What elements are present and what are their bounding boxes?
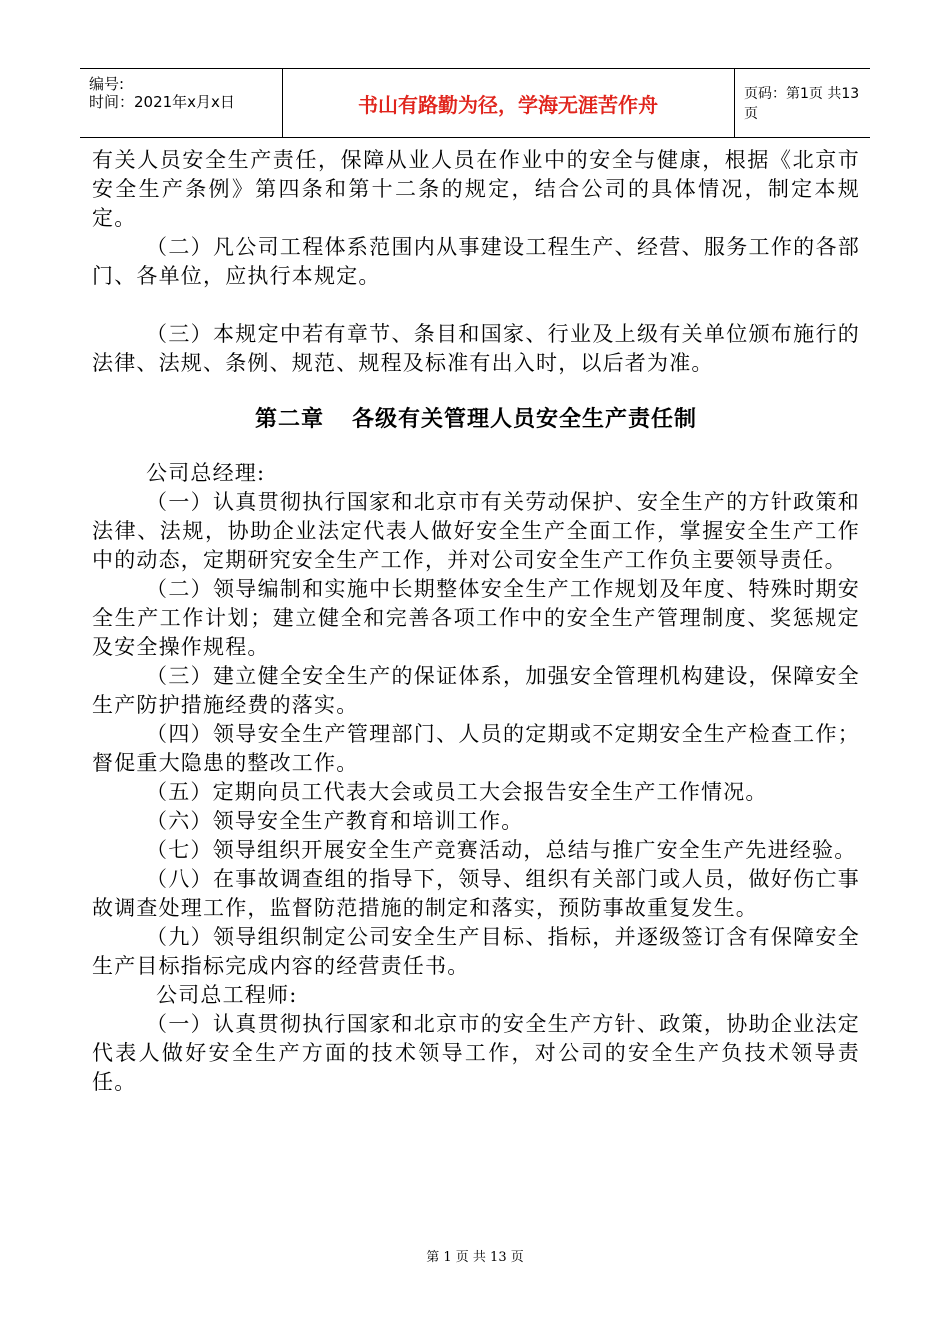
list-item: （八）在事故调查组的指导下，领导、组织有关部门或人员，做好伤亡事故调查处理工作，监督防范措施的制定和落实，预防事故重复发生。 xyxy=(92,867,860,920)
header-page-info: 页码：第1页 共13页 xyxy=(744,86,860,122)
header-meta-cell xyxy=(80,69,283,137)
paragraph: 有关人员安全生产责任，保障从业人员在作业中的安全与健康，根据《北京市安全生产条例》第四条和第十二条的规定，结合公司的具体情况，制定本规定。 xyxy=(92,148,860,230)
list-item: （二）领导编制和实施中长期整体安全生产工作规划及年度、特殊时期安全生产工作计划；建立健全和完善各项工作中的安全生产管理制度、奖惩规定及安全操作规程。 xyxy=(92,577,860,659)
section-heading-general-manager: 公司总经理: xyxy=(146,461,266,485)
page-footer: 第 1 页 共 13 页 xyxy=(426,1250,524,1265)
header-motto: 书山有路勤为径，学海无涯苦作舟 xyxy=(282,69,735,137)
list-item: （四）领导安全生产管理部门、人员的定期或不定期安全生产检查工作；督促重大隐患的整改工作。 xyxy=(92,722,860,775)
list-item: （七）领导组织开展安全生产竞赛活动，总结与推广安全生产先进经验。 xyxy=(146,838,857,862)
document-body xyxy=(92,146,860,1097)
paragraph: （二）凡公司工程体系范围内从事建设工程生产、经营、服务工作的各部门、各单位，应执行本规定。 xyxy=(92,235,860,288)
chapter-heading xyxy=(92,402,860,433)
section-heading-chief-engineer: 公司总工程师: xyxy=(156,983,298,1007)
chapter-title: 各级有关管理人员安全生产责任制 xyxy=(352,407,698,432)
list-item: （一）认真贯彻执行国家和北京市有关劳动保护、安全生产的方针政策和法律、法规，协助企业法定代表人做好安全生产全面工作，掌握安全生产工作中的动态，定期研究安全生产工作，并对公司安全生产工作负主要领导责任。 xyxy=(92,490,860,572)
list-item: （一）认真贯彻执行国家和北京市的安全生产方针、政策，协助企业法定代表人做好安全生产方面的技术领导工作，对公司的安全生产负技术领导责任。 xyxy=(92,1012,860,1094)
date-label: 时间：2021年x月x日 xyxy=(89,93,235,111)
page-header xyxy=(80,68,870,138)
number-label: 编号: xyxy=(89,75,125,93)
list-item: （三）建立健全安全生产的保证体系，加强安全管理机构建设，保障安全生产防护措施经费的落实。 xyxy=(92,664,860,717)
list-item: （九）领导组织制定公司安全生产目标、指标，并逐级签订含有保障安全生产目标指标完成内容的经营责任书。 xyxy=(92,925,860,978)
list-item: （五）定期向员工代表大会或员工大会报告安全生产工作情况。 xyxy=(146,780,768,804)
paragraph: （三）本规定中若有章节、条目和国家、行业及上级有关单位颁布施行的法律、法规、条例、规范、规程及标准有出入时，以后者为准。 xyxy=(92,322,860,375)
list-item: （六）领导安全生产教育和培训工作。 xyxy=(146,809,524,833)
chapter-number: 第二章 xyxy=(254,407,324,432)
